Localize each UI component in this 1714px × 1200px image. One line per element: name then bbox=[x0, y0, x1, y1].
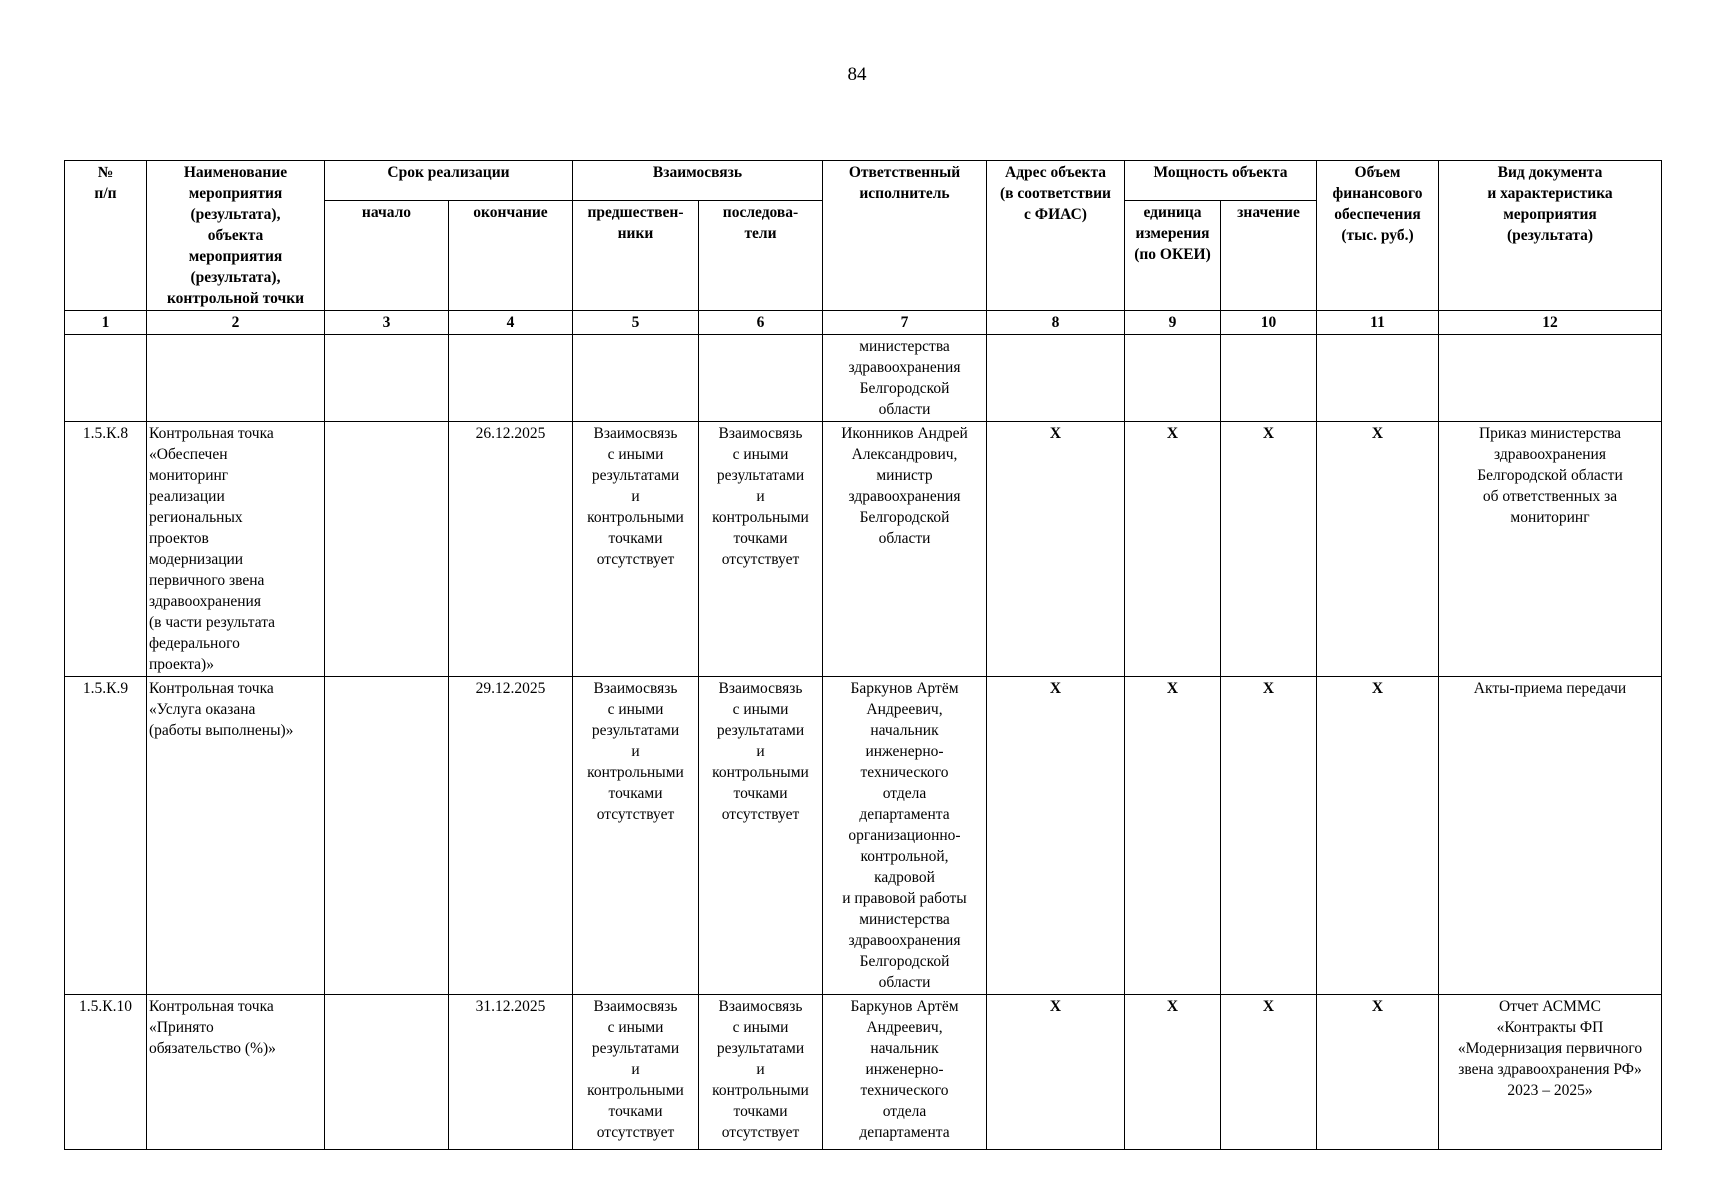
row-responsible: Баркунов Артём Андреевич, начальник инженерно- технического отдела департамента bbox=[823, 995, 987, 1150]
col-number: 11 bbox=[1317, 311, 1439, 335]
row-number: 1.5.К.10 bbox=[65, 995, 147, 1150]
row-name: Контрольная точка «Принято обязательство (%)» bbox=[147, 995, 325, 1150]
row-succ: Взаимосвязь с иными результатами и контрольными точками отсутствует bbox=[699, 677, 823, 995]
col-number: 9 bbox=[1125, 311, 1221, 335]
header-unit: единица измерения (по ОКЕИ) bbox=[1125, 201, 1221, 311]
header-succ: последова- тели bbox=[699, 201, 823, 311]
row-end: 26.12.2025 bbox=[449, 422, 573, 677]
header-address: Адрес объекта (в соответствии с ФИАС) bbox=[987, 161, 1125, 311]
row-doc: Приказ министерства здравоохранения Белгородской области об ответственных за мониторинг bbox=[1439, 422, 1662, 677]
header-power: Мощность объекта bbox=[1125, 161, 1317, 201]
row-unit: X bbox=[1125, 995, 1221, 1150]
header-period: Срок реализации bbox=[325, 161, 573, 201]
col-number: 2 bbox=[147, 311, 325, 335]
page-number: 84 bbox=[847, 64, 867, 85]
col-number: 10 bbox=[1221, 311, 1317, 335]
row-unit: X bbox=[1125, 677, 1221, 995]
col-number: 1 bbox=[65, 311, 147, 335]
row-finance: X bbox=[1317, 995, 1439, 1150]
row-succ: Взаимосвязь с иными результатами и контрольными точками отсутствует bbox=[699, 995, 823, 1150]
header-link: Взаимосвязь bbox=[573, 161, 823, 201]
row-start bbox=[325, 422, 449, 677]
row-address: X bbox=[987, 995, 1125, 1150]
col-number: 4 bbox=[449, 311, 573, 335]
table-row-continuation bbox=[65, 335, 1662, 422]
row-responsible: Баркунов Артём Андреевич, начальник инженерно- технического отдела департамента организационно- контрольной, кадровой и правовой работы министерства здравоохранения Белгородской области bbox=[823, 677, 987, 995]
results-table bbox=[64, 160, 1662, 1150]
row-finance: X bbox=[1317, 422, 1439, 677]
header-end: окончание bbox=[449, 201, 573, 311]
row-number: 1.5.К.8 bbox=[65, 422, 147, 677]
col-number: 7 bbox=[823, 311, 987, 335]
header-responsible: Ответственный исполнитель bbox=[823, 161, 987, 311]
table-row bbox=[65, 995, 1662, 1150]
row-finance: X bbox=[1317, 677, 1439, 995]
row-name: Контрольная точка «Обеспечен мониторинг реализации региональных проектов модернизации первичного звена здравоохранения (в части результата федерального проекта)» bbox=[147, 422, 325, 677]
table-row bbox=[65, 677, 1662, 995]
row-name: Контрольная точка «Услуга оказана (работы выполнены)» bbox=[147, 677, 325, 995]
header-pred: предшествен- ники bbox=[573, 201, 699, 311]
row-value: X bbox=[1221, 677, 1317, 995]
row-doc: Акты-приема передачи bbox=[1439, 677, 1662, 995]
row-start bbox=[325, 995, 449, 1150]
column-numbers-row bbox=[65, 311, 1662, 335]
header-value: значение bbox=[1221, 201, 1317, 311]
header-name: Наименование мероприятия (результата), объекта мероприятия (результата), контрольной точки bbox=[147, 161, 325, 311]
row-pred: Взаимосвязь с иными результатами и контрольными точками отсутствует bbox=[573, 677, 699, 995]
col-number: 12 bbox=[1439, 311, 1662, 335]
responsible-cell: министерства здравоохранения Белгородской области bbox=[823, 335, 987, 422]
header-start: начало bbox=[325, 201, 449, 311]
row-end: 31.12.2025 bbox=[449, 995, 573, 1150]
row-pred: Взаимосвязь с иными результатами и контрольными точками отсутствует bbox=[573, 995, 699, 1150]
row-unit: X bbox=[1125, 422, 1221, 677]
row-value: X bbox=[1221, 422, 1317, 677]
row-doc: Отчет АСММС «Контракты ФП «Модернизация первичного звена здравоохранения РФ» 2023 – 2025» bbox=[1439, 995, 1662, 1150]
row-value: X bbox=[1221, 995, 1317, 1150]
header-doc: Вид документа и характеристика мероприятия (результата) bbox=[1439, 161, 1662, 311]
row-succ: Взаимосвязь с иными результатами и контрольными точками отсутствует bbox=[699, 422, 823, 677]
row-responsible: Иконников Андрей Александрович, министр здравоохранения Белгородской области bbox=[823, 422, 987, 677]
row-number: 1.5.К.9 bbox=[65, 677, 147, 995]
row-address: X bbox=[987, 677, 1125, 995]
col-number: 8 bbox=[987, 311, 1125, 335]
table-row bbox=[65, 422, 1662, 677]
col-number: 5 bbox=[573, 311, 699, 335]
row-start bbox=[325, 677, 449, 995]
col-number: 3 bbox=[325, 311, 449, 335]
header-finance: Объем финансового обеспечения (тыс. руб.) bbox=[1317, 161, 1439, 311]
col-number: 6 bbox=[699, 311, 823, 335]
row-end: 29.12.2025 bbox=[449, 677, 573, 995]
row-address: X bbox=[987, 422, 1125, 677]
header-num: № п/п bbox=[65, 161, 147, 311]
row-pred: Взаимосвязь с иными результатами и контрольными точками отсутствует bbox=[573, 422, 699, 677]
